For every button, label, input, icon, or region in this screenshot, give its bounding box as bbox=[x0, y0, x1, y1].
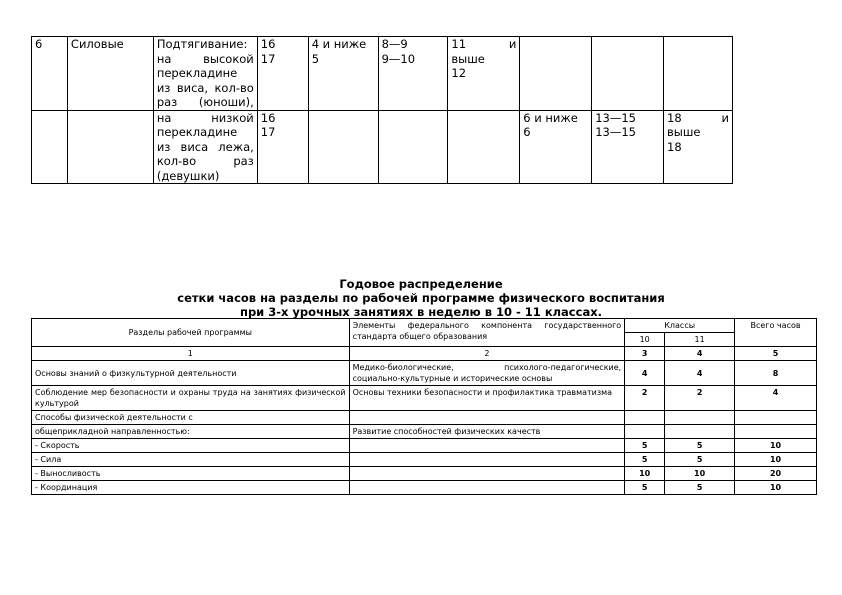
total-hours bbox=[735, 411, 817, 425]
score-high-line-1: 11 и bbox=[451, 37, 517, 51]
total-hours bbox=[735, 425, 817, 439]
score-high-line-2: выше bbox=[451, 51, 485, 66]
table-row bbox=[32, 386, 817, 411]
age-cell bbox=[257, 37, 308, 111]
score-line: 8—9 9—10 bbox=[381, 37, 416, 66]
age-line: 16 17 bbox=[260, 110, 276, 139]
score-high-line-3: 18 bbox=[667, 139, 682, 154]
total-hours: 8 bbox=[735, 361, 817, 386]
score-line: 6 и ниже 6 bbox=[523, 110, 578, 139]
column-number: 2 bbox=[349, 347, 625, 361]
row-number: 6 bbox=[32, 37, 68, 111]
empty-cell bbox=[448, 110, 520, 184]
section-cell: - Скорость bbox=[32, 439, 350, 453]
class-10-hours: 4 bbox=[625, 361, 665, 386]
high-score-cell bbox=[664, 110, 733, 184]
class-10-hours: 10 bbox=[625, 467, 665, 481]
column-number: 4 bbox=[665, 347, 735, 361]
norms-table bbox=[31, 36, 733, 184]
category-cell: Силовые bbox=[67, 37, 153, 111]
class-11-hours: 4 bbox=[665, 361, 735, 386]
page-heading bbox=[0, 277, 842, 319]
empty-cell bbox=[520, 37, 592, 111]
header-row bbox=[32, 319, 817, 333]
element-cell bbox=[349, 439, 625, 453]
classes-header: Классы bbox=[625, 319, 735, 333]
section-cell: - Сила bbox=[32, 453, 350, 467]
score-line: 4 и ниже 5 bbox=[311, 37, 367, 66]
empty-cell bbox=[378, 110, 448, 184]
heading-line: сетки часов на разделы по рабочей программе физического воспитания bbox=[177, 291, 665, 305]
section-cell: - Выносливость bbox=[32, 467, 350, 481]
element-cell: Развитие способностей физических качеств bbox=[349, 425, 625, 439]
element-cell bbox=[349, 453, 625, 467]
table-row bbox=[32, 411, 817, 425]
class-11-hours: 5 bbox=[665, 453, 735, 467]
class-10-hours bbox=[625, 411, 665, 425]
column-number: 5 bbox=[735, 347, 817, 361]
norms-row bbox=[32, 37, 733, 111]
class-11-header: 11 bbox=[665, 333, 735, 347]
class-10-hours: 2 bbox=[625, 386, 665, 411]
table-row bbox=[32, 467, 817, 481]
class-10-hours: 5 bbox=[625, 481, 665, 495]
low-score-cell bbox=[308, 37, 378, 111]
total-hours: 4 bbox=[735, 386, 817, 411]
column-number: 3 bbox=[625, 347, 665, 361]
exercise-cell: на низкой перекладине из виса лежа, кол-во раз (девушки) bbox=[153, 110, 257, 184]
section-cell: общеприкладной направленностью: bbox=[32, 425, 350, 439]
empty-cell bbox=[308, 110, 378, 184]
class-11-hours: 10 bbox=[665, 467, 735, 481]
exercise-cell: Подтягивание: на высокой перекладине из виса, кол-во раз (юноши), bbox=[153, 37, 257, 111]
section-cell: Соблюдение мер безопасности и охраны труда на занятиях физической культурой bbox=[32, 386, 350, 411]
high-score-cell bbox=[448, 37, 520, 111]
heading-line: при 3-х урочных занятиях в неделю в 10 - 11 классах. bbox=[240, 305, 602, 319]
total-header: Всего часов bbox=[735, 319, 817, 347]
column-number: 1 bbox=[32, 347, 350, 361]
table-row bbox=[32, 425, 817, 439]
section-cell: - Координация bbox=[32, 481, 350, 495]
empty-cell bbox=[67, 110, 153, 184]
table-row bbox=[32, 361, 817, 386]
element-cell: Медико-биологические, психолого-педагогические, социально-культурные и исторические основы bbox=[349, 361, 625, 386]
heading-line: Годовое распределение bbox=[339, 277, 503, 291]
norms-row bbox=[32, 110, 733, 184]
class-10-hours bbox=[625, 425, 665, 439]
mid-score-cell bbox=[378, 37, 448, 111]
empty-cell bbox=[32, 110, 68, 184]
total-hours: 10 bbox=[735, 439, 817, 453]
element-cell bbox=[349, 481, 625, 495]
section-cell: Способы физической деятельности с bbox=[32, 411, 350, 425]
class-10-header: 10 bbox=[625, 333, 665, 347]
table-row bbox=[32, 481, 817, 495]
class-11-hours: 5 bbox=[665, 481, 735, 495]
element-cell bbox=[349, 411, 625, 425]
score-high-line-2: выше bbox=[667, 125, 701, 139]
section-cell: Основы знаний о физкультурной деятельности bbox=[32, 361, 350, 386]
element-cell bbox=[349, 467, 625, 481]
total-hours: 10 bbox=[735, 481, 817, 495]
total-hours: 20 bbox=[735, 467, 817, 481]
elements-header: Элементы федерального компонента государственного стандарта общего образования bbox=[349, 319, 625, 347]
table-row bbox=[32, 439, 817, 453]
empty-cell bbox=[664, 37, 733, 111]
total-hours: 10 bbox=[735, 453, 817, 467]
table-row bbox=[32, 453, 817, 467]
class-11-hours: 5 bbox=[665, 439, 735, 453]
score-high-line-3: 12 bbox=[451, 66, 467, 80]
sections-header: Разделы рабочей программы bbox=[32, 319, 350, 347]
class-10-hours: 5 bbox=[625, 453, 665, 467]
class-11-hours bbox=[665, 411, 735, 425]
age-cell bbox=[257, 110, 308, 184]
class-10-hours: 5 bbox=[625, 439, 665, 453]
column-number-row bbox=[32, 347, 817, 361]
class-11-hours: 2 bbox=[665, 386, 735, 411]
class-11-hours bbox=[665, 425, 735, 439]
element-cell: Основы техники безопасности и профилактика травматизма bbox=[349, 386, 625, 411]
low-score-cell bbox=[520, 110, 592, 184]
mid-score-cell bbox=[592, 110, 664, 184]
age-line: 16 17 bbox=[260, 37, 276, 66]
score-high-line-1: 18 и bbox=[667, 110, 729, 125]
score-line: 13—15 13—15 bbox=[595, 110, 636, 139]
empty-cell bbox=[592, 37, 664, 111]
hours-table bbox=[31, 318, 817, 495]
